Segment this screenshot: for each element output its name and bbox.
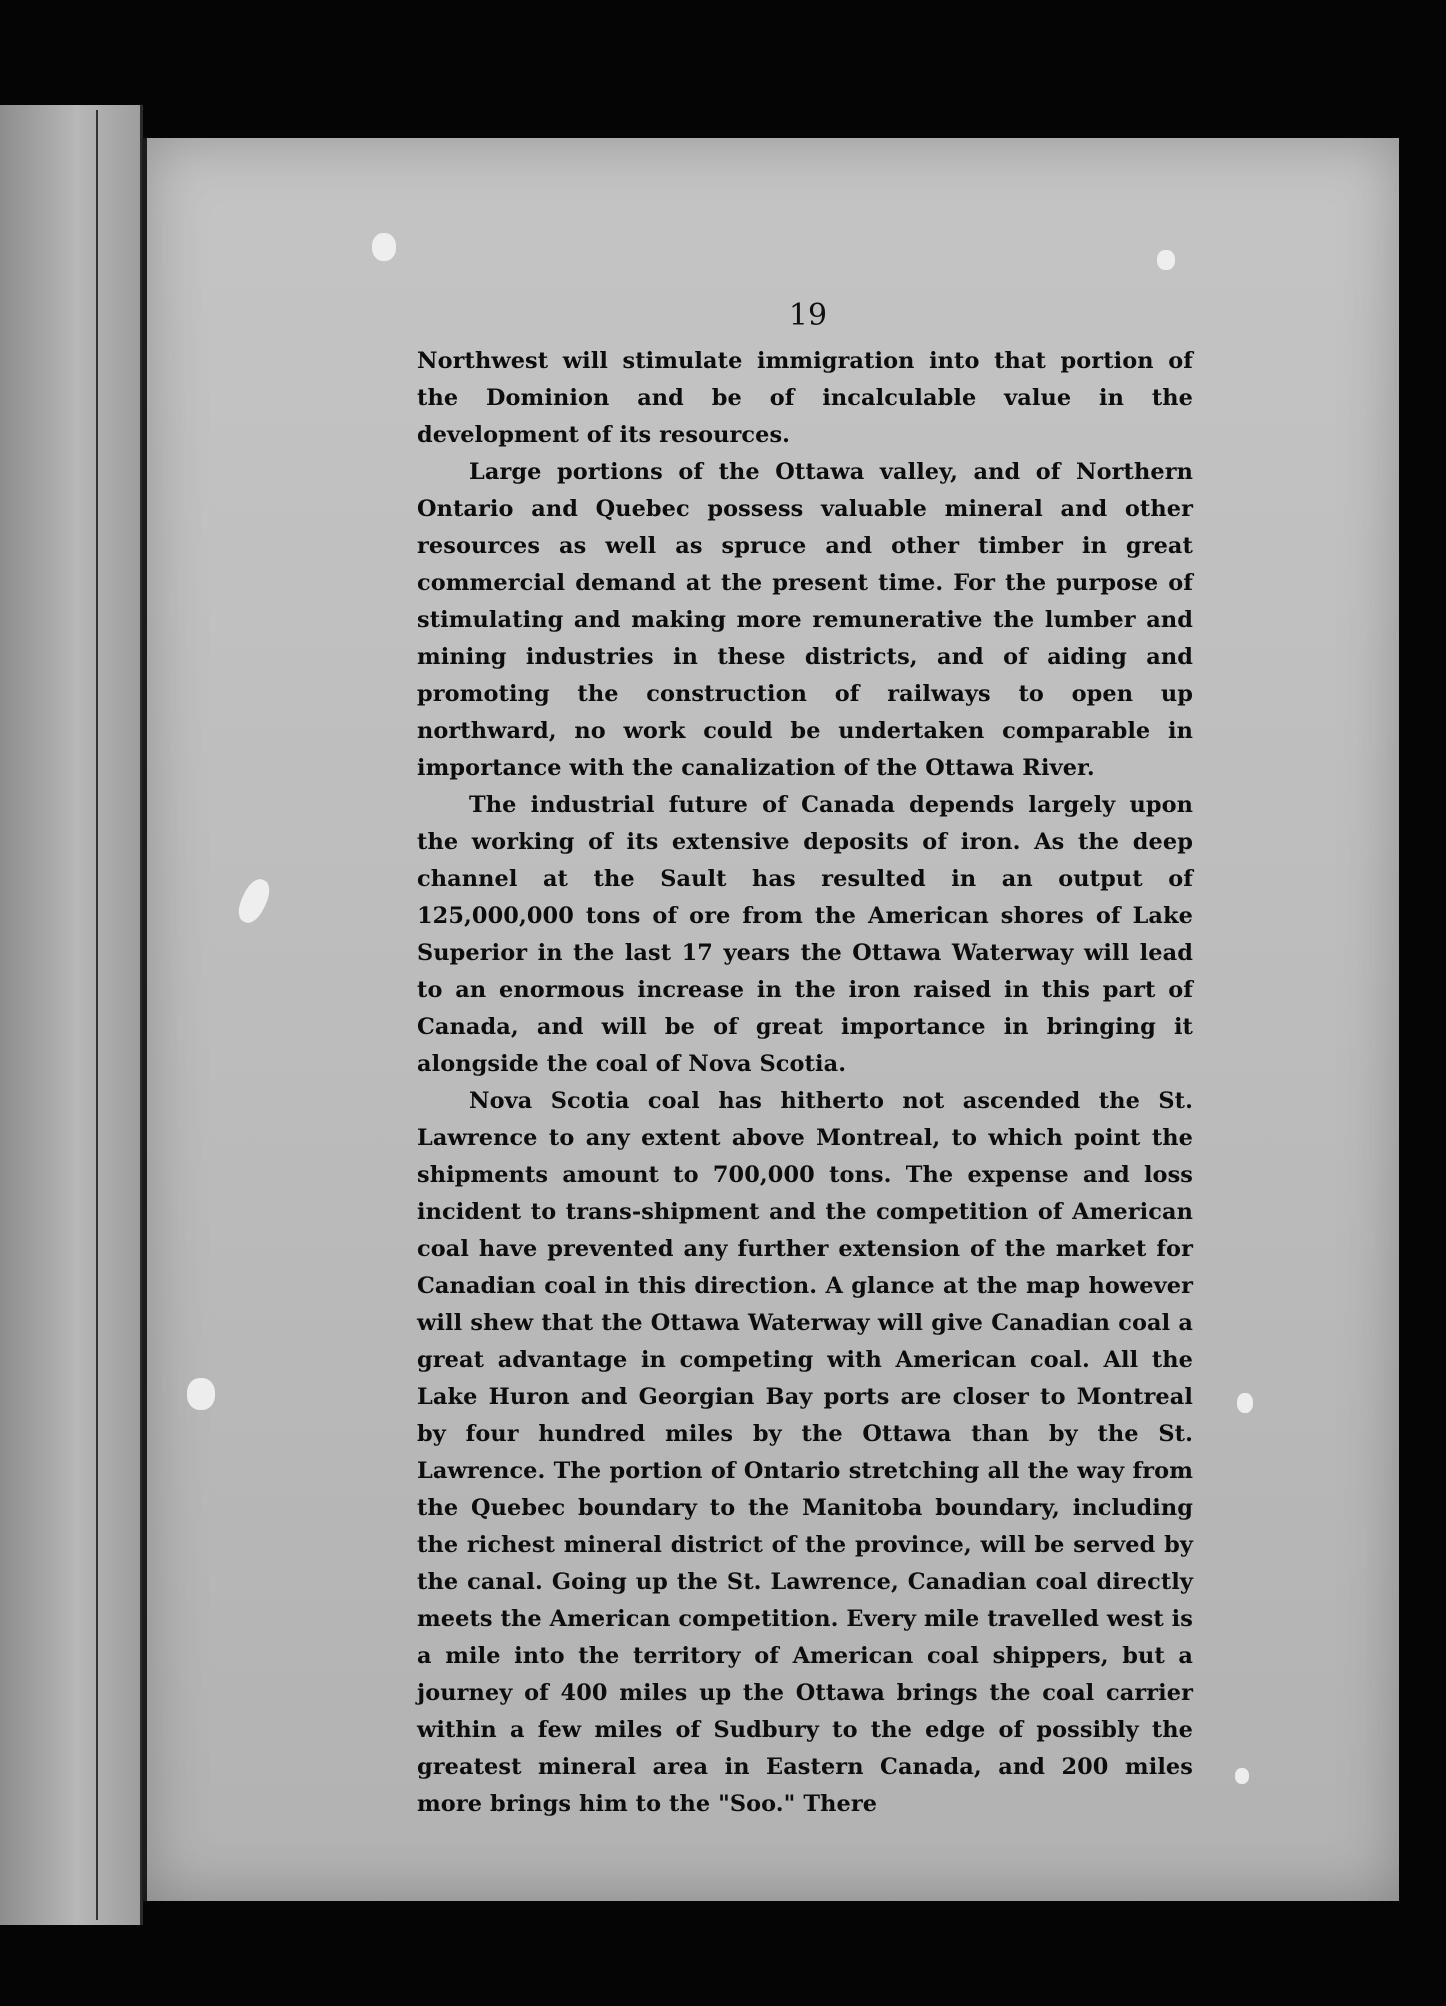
page-number: 19 (788, 298, 828, 333)
paragraph-1: Northwest will stimulate immigration into that portion of the Dominion and be of incalculable value in the development of its resources. (417, 348, 1193, 448)
paragraph-2: Large portions of the Ottawa valley, and of Northern Ontario and Quebec possess valuable mineral and other resources as well as spruce and other timber in great commercial demand at the present time. For the purpose of stimulating and making more remunerative the lumber and mining industries in these districts, and of aiding and promoting the construction of railways to open up northward, no work could be undertaken comparable in importance with the canalization of the Ottawa River. (417, 459, 1193, 781)
body-text (417, 343, 1193, 1823)
paragraph-3: The industrial future of Canada depends largely upon the working of its extensive deposits of iron. As the deep channel at the Sault has resulted in an output of 125,000,000 tons of ore from the American shores of Lake Superior in the last 17 years the Ottawa Waterway will lead to an enormous increase in the iron raised in this part of Canada, and will be of great importance in bringing it alongside the coal of Nova Scotia. (417, 792, 1193, 1077)
document-page (142, 138, 1399, 1901)
binding-edge-line (96, 110, 98, 1920)
paper-blemish (372, 233, 396, 261)
facing-page-edge (0, 105, 143, 1925)
paper-blemish (1237, 1393, 1253, 1413)
paragraph-4: Nova Scotia coal has hitherto not ascended the St. Lawrence to any extent above Montreal, to which point the shipments amount to 700,000 tons. The expense and loss incident to trans-shipment and the competition of American coal have prevented any further extension of the market for Canadian coal in this direction. A glance at the map however will shew that the Ottawa Waterway will give Canadian coal a great advantage in competing with American coal. All the Lake Huron and Georgian Bay ports are closer to Montreal by four hundred miles by the Ottawa than by the St. Lawrence. The portion of Ontario stretching all the way from the Quebec boundary to the Manitoba boundary, including the richest mineral district of the province, will be served by the canal. Going up the St. Lawrence, Canadian coal directly meets the American competition. Every mile travelled west is a mile into the territory of American coal shippers, but a journey of 400 miles up the Ottawa brings the coal carrier within a few miles of Sudbury to the edge of possibly the greatest mineral area in Eastern Canada, and 200 miles more brings him to the "Soo." There (417, 1088, 1193, 1817)
paper-blemish (233, 875, 274, 927)
paper-blemish (187, 1378, 215, 1410)
paper-blemish (1157, 250, 1175, 270)
paper-blemish (1235, 1768, 1249, 1784)
